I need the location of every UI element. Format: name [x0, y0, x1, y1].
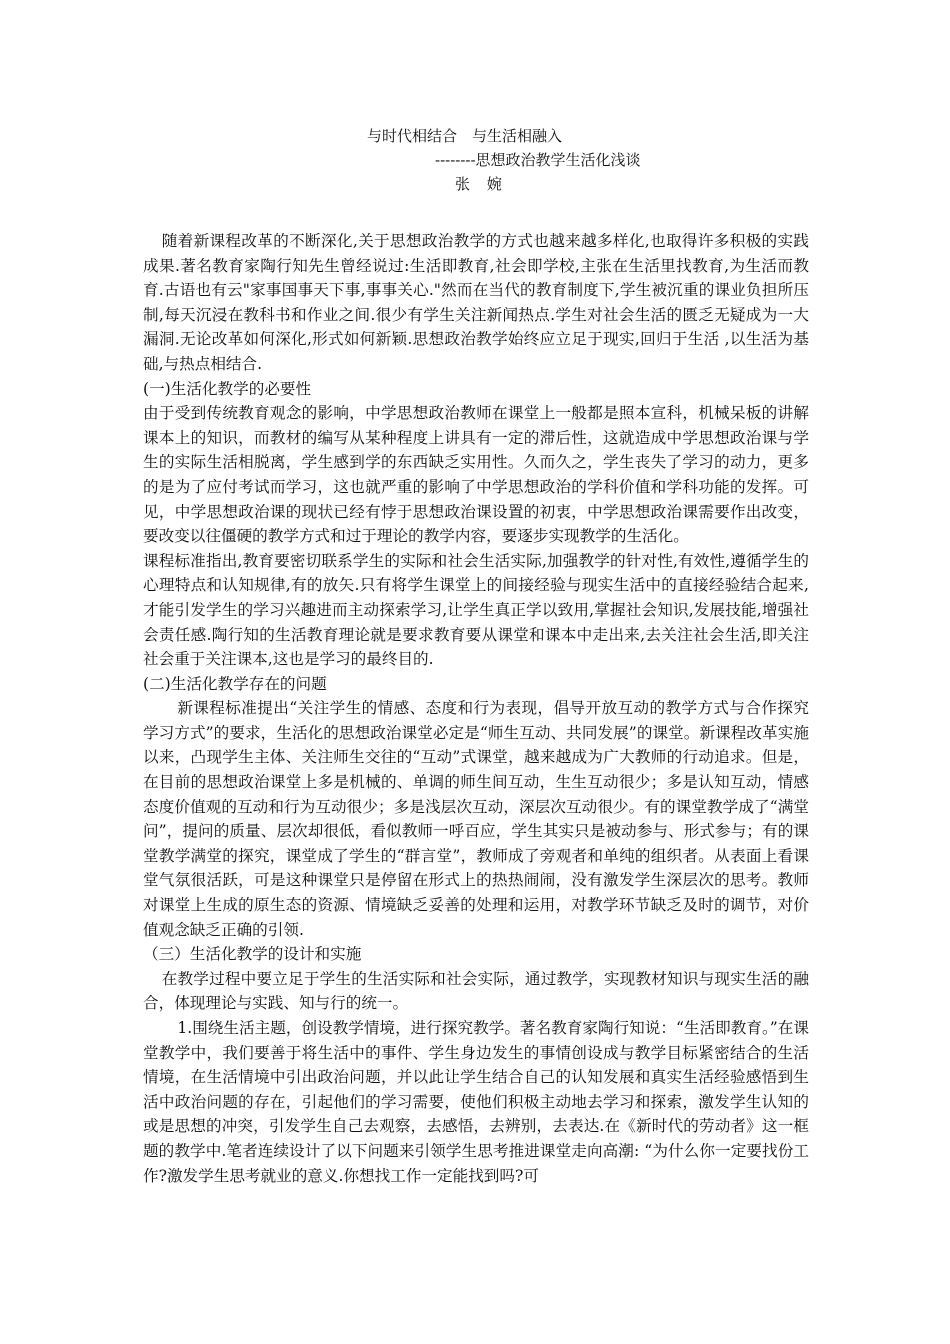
section-3-heading: （三）生活化教学的设计和实施 — [143, 945, 362, 964]
section-3-paragraph-2: 1.围绕生活主题，创设教学情境，进行探究教学。著名教育家陶行知说：“生活即教育。”在课堂教学中，我们要善于将生活中的事件、学生身边发生的事情创设成与教学目标紧密结合的生活情境，在生活情境中引出政治问题，并以此让学生结合自己的认知发展和真实生活经验感悟到生活中政治问题的存在，引起他们的学习需要，使他们积极主动地去学习和探索，激发学生认知的或是思想的冲突，引发学生自己去观察，去感悟，去辨别，去表达.在《新时代的劳动者》这一框题的教学中.笔者连续设计了以下问题来引领学生思考推进课堂走向高潮: “为什么你一定要找份工作?激发学生思考就业的意义.你想找工作一定能找到吗?可 — [143, 1019, 809, 1185]
intro-paragraph: 随着新课程改革的不断深化,关于思想政治教学的方式也越来越多样化,也取得许多积极的实践成果.著名教育家陶行知先生曾经说过:生活即教育,社会即学校,主张在生活里找教育,为生活而教育.古语也有云"家事国事天下事,事事关心."然而在当代的教育制度下,学生被沉重的课业负担所压制,每天沉浸在教科书和作业之间.很少有学生关注新闻热点.学生对社会生活的匮乏无疑成为一大漏洞.无论改革如何深化,形式如何新颖.思想政治教学始终应立足于现实,回归于生活 ,以生活为基础,与热点相结合. — [143, 232, 809, 373]
title-block — [143, 124, 809, 196]
section-1-heading: (一)生活化教学的必要性 — [143, 379, 312, 398]
document-title: 与时代相结合 与生活相融入 — [367, 127, 563, 145]
section-1-paragraph-1: 由于受到传统教育观念的影响，中学思想政治教师在课堂上一般都是照本宣科，机械呆板的讲解课本上的知识，而教材的编写从某种程度上讲具有一定的滞后性，这就造成中学思想政治课与学生的实际生活相脱离，学生感到学的东西缺乏实用性。久而久之，学生丧失了学习的动力，更多的是为了应付考试而学习，这也就严重的影响了中学思想政治的学科价值和学科功能的发挥。可见，中学思想政治课的现状已经有悖于思想政治课设置的初衷，中学思想政治课需要作出改变，要改变以往僵硬的教学方式和过于理论的教学内容，要逐步实现教学的生活化。 — [143, 404, 809, 546]
document-body — [143, 229, 809, 1188]
section-1-paragraph-2: 课程标准指出,教育要密切联系学生的实际和社会生活实际,加强教学的针对性,有效性,遵循学生的心理特点和认知规律,有的放矢.只有将学生课堂上的间接经验与现实生活中的直接经验结合起来,才能引发学生的学习兴趣进而主动探索学习,让学生真正学以致用,掌握社会知识,发展技能,增强社会责任感.陶行知的生活教育理论就是要求教育要从课堂和课本中走出来,去关注社会生活,即关注社会重于关注课本,这也是学习的最终目的. — [143, 551, 809, 669]
document-subtitle: --------思想政治教学生活化浅谈 — [435, 151, 641, 169]
section-2-heading: (二)生活化教学存在的问题 — [143, 674, 327, 693]
document-page — [143, 124, 809, 1188]
section-3-paragraph-1: 在教学过程中要立足于学生的生活实际和社会实际，通过教学，实现教材知识与现实生活的融合，体现理论与实践、知与行的统一。 — [143, 969, 809, 1013]
document-author: 张 婉 — [455, 175, 508, 193]
section-2-paragraph-1: 新课程标准提出“关注学生的情感、态度和行为表现，倡导开放互动的教学方式与合作探究学习方式”的要求，生活化的思想政治课堂必定是“师生互动、共同发展”的课堂。新课程改革实施以来，凸现学生主体、关注师生交往的“互动”式课堂，越来越成为广大教师的行动追求。但是，在目前的思想政治课堂上多是机械的、单调的师生间互动，生生互动很少；多是认知互动，情感态度价值观的互动和行为互动很少；多是浅层次互动，深层次互动很少。有的课堂教学成了“满堂问”，提问的质量、层次却很低，看似教师一呼百应，学生其实只是被动参与、形式参与；有的课堂教学满堂的探究，课堂成了学生的“群言堂”，教师成了旁观者和单纯的组织者。从表面上看课堂气氛很活跃，可是这种课堂只是停留在形式上的热热闹闹，没有激发学生深层次的思考。教师对课堂上生成的原生态的资源、情境缺乏妥善的处理和运用，对教学环节缺乏及时的调节，对价值观念缺乏正确的引领. — [143, 699, 809, 939]
